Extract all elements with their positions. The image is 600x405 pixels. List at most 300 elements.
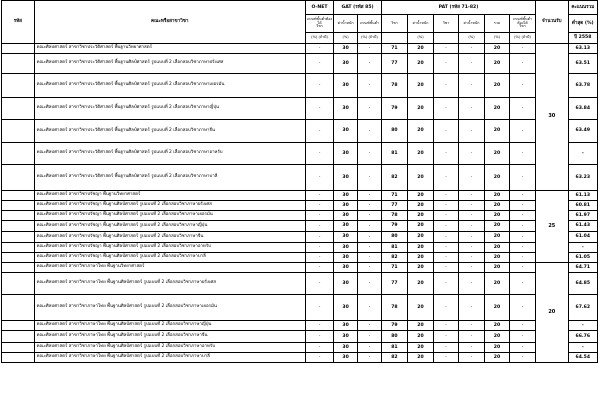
- pat-total-cell: 20: [485, 143, 510, 165]
- pat-code2-cell: -: [434, 54, 459, 74]
- pat-weight2-cell: -: [458, 343, 484, 353]
- onet-cell: -: [305, 253, 333, 263]
- program-cell: คณะศิลปศาสตร์ สาขาวิชาประวัติศาสตร์ พื้นฐานศิลป์ศาสตร์ รูปแบบที่ 2 เลือกสอบวิชาภาษาอาหรับ: [34, 143, 305, 165]
- pat-code-cell: 77: [381, 273, 407, 295]
- table-row: [2, 98, 598, 120]
- pat-code-cell: 80: [381, 331, 407, 343]
- gat-min-cell: -: [358, 201, 382, 211]
- pat-weight-cell: 20: [407, 143, 433, 165]
- table-row: [2, 353, 598, 363]
- pat-code2-cell: -: [434, 321, 459, 331]
- header-pat-min-unit: (%) (ถ้ามี): [509, 33, 535, 44]
- code-cell: [2, 295, 35, 321]
- program-cell: คณะศิลปศาสตร์ สาขาวิชาปรัชญา พื้นฐานศิลป์ศาสตร์ รูปแบบที่ 2 เลือกสอบวิชาภาษาเยอรมัน: [34, 211, 305, 221]
- pat-code2-cell: -: [434, 295, 459, 321]
- header-quota: จำนวนรับ: [536, 1, 569, 44]
- onet-cell: -: [305, 331, 333, 343]
- pat-code2-cell: -: [434, 221, 459, 232]
- header-min-score-year: ปี 2558: [568, 33, 597, 44]
- program-cell: คณะศิลปศาสตร์ สาขาวิชาประวัติศาสตร์ พื้นฐานวิทยาศาสตร์: [34, 44, 305, 54]
- pat-weight2-cell: -: [458, 263, 484, 273]
- pat-min-cell: -: [509, 343, 535, 353]
- header-code: รหัส: [2, 1, 35, 44]
- program-cell: คณะศิลปศาสตร์ สาขาวิชาประวัติศาสตร์ พื้นฐานศิลป์ศาสตร์ รูปแบบที่ 2 เลือกสอบวิชาภาษาฝรั่งเศส: [34, 54, 305, 74]
- gat-min-cell: -: [358, 44, 382, 54]
- pat-weight2-cell: -: [458, 201, 484, 211]
- gat-min-cell: -: [358, 321, 382, 331]
- pat-code2-cell: -: [434, 232, 459, 243]
- program-cell: คณะศิลปศาสตร์ สาขาวิชาภาษาไทย พื้นฐานศิลป์ศาสตร์ รูปแบบที่ 2 เลือกสอบวิชาภาษาฝรั่งเศส: [34, 273, 305, 295]
- header-pat-code2-unit: [434, 33, 459, 44]
- onet-cell: -: [305, 211, 333, 221]
- pat-weight-cell: 20: [407, 44, 433, 54]
- gat-weight-cell: 30: [334, 54, 358, 74]
- gat-min-cell: -: [358, 74, 382, 98]
- code-cell: [2, 44, 35, 54]
- pat-weight-cell: 20: [407, 165, 433, 191]
- min-score-cell: 61.43: [568, 221, 597, 232]
- gat-weight-cell: 30: [334, 201, 358, 211]
- header-onet-min: เกณฑ์ขั้นต่ำต้องได้ วิชา: [305, 15, 333, 33]
- pat-weight2-cell: -: [458, 191, 484, 201]
- code-cell: [2, 232, 35, 243]
- pat-weight2-cell: -: [458, 253, 484, 263]
- header-pat-weight2: ค่าน้ำหนัก: [458, 15, 484, 33]
- gat-weight-cell: 30: [334, 120, 358, 143]
- gat-min-cell: -: [358, 211, 382, 221]
- pat-code2-cell: -: [434, 253, 459, 263]
- pat-total-cell: 20: [485, 295, 510, 321]
- pat-min-cell: -: [509, 331, 535, 343]
- pat-code-cell: 77: [381, 54, 407, 74]
- code-cell: [2, 165, 35, 191]
- table-row: [2, 253, 598, 263]
- pat-code-cell: 78: [381, 74, 407, 98]
- onet-cell: -: [305, 191, 333, 201]
- pat-min-cell: -: [509, 74, 535, 98]
- gat-min-cell: -: [358, 221, 382, 232]
- min-score-cell: 63.84: [568, 98, 597, 120]
- pat-total-cell: 20: [485, 120, 510, 143]
- code-cell: [2, 201, 35, 211]
- pat-total-cell: 20: [485, 44, 510, 54]
- pat-weight-cell: 20: [407, 120, 433, 143]
- onet-cell: -: [305, 201, 333, 211]
- pat-min-cell: -: [509, 243, 535, 253]
- pat-weight-cell: 20: [407, 98, 433, 120]
- gat-min-cell: -: [358, 165, 382, 191]
- min-score-cell: 61.05: [568, 253, 597, 263]
- gat-weight-cell: 30: [334, 331, 358, 343]
- pat-weight2-cell: -: [458, 321, 484, 331]
- pat-code2-cell: -: [434, 343, 459, 353]
- pat-min-cell: -: [509, 44, 535, 54]
- program-cell: คณะศิลปศาสตร์ สาขาวิชาภาษาไทย พื้นฐานศิลป์ศาสตร์ รูปแบบที่ 2 เลือกสอบวิชาภาษาอาหรับ: [34, 343, 305, 353]
- pat-code2-cell: -: [434, 263, 459, 273]
- code-cell: [2, 74, 35, 98]
- pat-weight-cell: 20: [407, 321, 433, 331]
- pat-weight-cell: 20: [407, 353, 433, 363]
- gat-min-cell: -: [358, 243, 382, 253]
- header-gat-weight-unit: (%): [334, 33, 358, 44]
- program-cell: คณะศิลปศาสตร์ สาขาวิชาภาษาไทย พื้นฐานศิลป์ศาสตร์ รูปแบบที่ 2 เลือกสอบวิชาภาษาจีน: [34, 331, 305, 343]
- pat-weight2-cell: -: [458, 221, 484, 232]
- onet-cell: -: [305, 44, 333, 54]
- code-cell: [2, 321, 35, 331]
- pat-min-cell: -: [509, 273, 535, 295]
- pat-code2-cell: -: [434, 120, 459, 143]
- pat-weight2-cell: -: [458, 243, 484, 253]
- header-min-score-line2: ต่ำสุด (%): [568, 15, 597, 33]
- pat-total-cell: 20: [485, 263, 510, 273]
- pat-weight-cell: 20: [407, 232, 433, 243]
- pat-min-cell: -: [509, 263, 535, 273]
- table-row: [2, 201, 598, 211]
- code-cell: [2, 253, 35, 263]
- header-gat: GAT (รหัส 85): [334, 1, 382, 15]
- program-cell: คณะศิลปศาสตร์ สาขาวิชาประวัติศาสตร์ พื้นฐานศิลป์ศาสตร์ รูปแบบที่ 2 เลือกสอบวิชาภาษาญี่ปุ่น: [34, 98, 305, 120]
- code-cell: [2, 98, 35, 120]
- gat-weight-cell: 30: [334, 243, 358, 253]
- gat-weight-cell: 30: [334, 321, 358, 331]
- pat-code-cell: 71: [381, 191, 407, 201]
- pat-code-cell: 71: [381, 44, 407, 54]
- onet-cell: -: [305, 321, 333, 331]
- gat-min-cell: -: [358, 295, 382, 321]
- pat-min-cell: -: [509, 191, 535, 201]
- header-pat-weight: ค่าน้ำหนัก: [407, 15, 433, 33]
- min-score-cell: 61.97: [568, 211, 597, 221]
- header-pat-total: รวม: [485, 15, 510, 33]
- pat-code2-cell: -: [434, 243, 459, 253]
- pat-code2-cell: -: [434, 331, 459, 343]
- program-cell: คณะศิลปศาสตร์ สาขาวิชาปรัชญา พื้นฐานศิลป์ศาสตร์ รูปแบบที่ 2 เลือกสอบวิชาภาษาจีน: [34, 232, 305, 243]
- header-pat-code2: วิชา: [434, 15, 459, 33]
- pat-code2-cell: -: [434, 211, 459, 221]
- table-row: [2, 343, 598, 353]
- pat-weight2-cell: -: [458, 44, 484, 54]
- pat-weight-cell: 20: [407, 331, 433, 343]
- pat-code2-cell: -: [434, 191, 459, 201]
- header-pat-weight-unit: (%): [407, 33, 433, 44]
- gat-weight-cell: 30: [334, 273, 358, 295]
- onet-cell: -: [305, 263, 333, 273]
- gat-weight-cell: 30: [334, 253, 358, 263]
- gat-min-cell: -: [358, 191, 382, 201]
- onet-cell: -: [305, 165, 333, 191]
- gat-min-cell: -: [358, 54, 382, 74]
- pat-total-cell: 20: [485, 273, 510, 295]
- pat-code-cell: 80: [381, 232, 407, 243]
- code-cell: [2, 211, 35, 221]
- min-score-cell: -: [568, 321, 597, 331]
- table-row: [2, 295, 598, 321]
- table-row: [2, 211, 598, 221]
- gat-min-cell: -: [358, 353, 382, 363]
- table-row: [2, 221, 598, 232]
- gat-min-cell: -: [358, 343, 382, 353]
- min-score-cell: 64.54: [568, 353, 597, 363]
- table-row: [2, 331, 598, 343]
- gat-weight-cell: 30: [334, 44, 358, 54]
- gat-weight-cell: 30: [334, 343, 358, 353]
- pat-min-cell: -: [509, 353, 535, 363]
- program-cell: คณะศิลปศาสตร์ สาขาวิชาภาษาไทย พื้นฐานศิลป์ศาสตร์ รูปแบบที่ 2 เลือกสอบวิชาภาษาบาลี: [34, 353, 305, 363]
- pat-min-cell: -: [509, 253, 535, 263]
- code-cell: [2, 221, 35, 232]
- min-score-cell: 64.85: [568, 273, 597, 295]
- min-score-cell: -: [568, 343, 597, 353]
- pat-total-cell: 20: [485, 54, 510, 74]
- min-score-cell: 66.76: [568, 331, 597, 343]
- header-min-score-line1: คะแนนรวม: [568, 1, 597, 15]
- pat-weight-cell: 20: [407, 211, 433, 221]
- gat-min-cell: -: [358, 120, 382, 143]
- pat-weight2-cell: -: [458, 331, 484, 343]
- pat-total-cell: 20: [485, 201, 510, 211]
- code-cell: [2, 120, 35, 143]
- table-row: [2, 191, 598, 201]
- quota-cell: 20: [536, 263, 569, 363]
- pat-min-cell: -: [509, 98, 535, 120]
- pat-weight2-cell: -: [458, 74, 484, 98]
- pat-code2-cell: -: [434, 201, 459, 211]
- table-row: [2, 54, 598, 74]
- gat-weight-cell: 30: [334, 98, 358, 120]
- onet-cell: -: [305, 143, 333, 165]
- pat-weight-cell: 20: [407, 191, 433, 201]
- gat-weight-cell: 30: [334, 353, 358, 363]
- pat-total-cell: 20: [485, 343, 510, 353]
- pat-min-cell: -: [509, 143, 535, 165]
- onet-cell: -: [305, 343, 333, 353]
- pat-total-cell: 20: [485, 253, 510, 263]
- onet-cell: -: [305, 54, 333, 74]
- gat-min-cell: -: [358, 253, 382, 263]
- pat-code2-cell: -: [434, 98, 459, 120]
- pat-weight2-cell: -: [458, 211, 484, 221]
- pat-code-cell: 81: [381, 343, 407, 353]
- gat-min-cell: -: [358, 263, 382, 273]
- min-score-cell: 63.49: [568, 120, 597, 143]
- onet-cell: -: [305, 353, 333, 363]
- program-cell: คณะศิลปศาสตร์ สาขาวิชาปรัชญา พื้นฐานศิลป์ศาสตร์ รูปแบบที่ 2 เลือกสอบวิชาภาษาญี่ปุ่น: [34, 221, 305, 232]
- pat-code2-cell: -: [434, 44, 459, 54]
- code-cell: [2, 331, 35, 343]
- code-cell: [2, 191, 35, 201]
- pat-weight2-cell: -: [458, 143, 484, 165]
- pat-code2-cell: -: [434, 273, 459, 295]
- program-cell: คณะศิลปศาสตร์ สาขาวิชาปรัชญา พื้นฐานศิลป์ศาสตร์ รูปแบบที่ 2 เลือกสอบวิชาภาษาฝรั่งเศส: [34, 201, 305, 211]
- pat-min-cell: -: [509, 295, 535, 321]
- pat-weight2-cell: -: [458, 273, 484, 295]
- gat-weight-cell: 30: [334, 232, 358, 243]
- table-body: [2, 44, 598, 363]
- pat-code-cell: 81: [381, 243, 407, 253]
- header-pat-code-unit: [381, 33, 407, 44]
- gat-weight-cell: 30: [334, 143, 358, 165]
- table-row: [2, 143, 598, 165]
- pat-min-cell: -: [509, 120, 535, 143]
- gat-weight-cell: 30: [334, 221, 358, 232]
- pat-code-cell: 71: [381, 263, 407, 273]
- program-cell: คณะศิลปศาสตร์ สาขาวิชาประวัติศาสตร์ พื้นฐานศิลป์ศาสตร์ รูปแบบที่ 2 เลือกสอบวิชาภาษาบาลี: [34, 165, 305, 191]
- pat-weight-cell: 20: [407, 243, 433, 253]
- program-cell: คณะศิลปศาสตร์ สาขาวิชาปรัชญา พื้นฐานศิลป์ศาสตร์ รูปแบบที่ 2 เลือกสอบวิชาภาษาบาลี: [34, 253, 305, 263]
- header-program: คณะหรือสาขาวิชา: [34, 1, 305, 44]
- min-score-cell: 63.23: [568, 165, 597, 191]
- pat-code-cell: 80: [381, 120, 407, 143]
- gat-min-cell: -: [358, 331, 382, 343]
- pat-total-cell: 20: [485, 211, 510, 221]
- onet-cell: -: [305, 74, 333, 98]
- program-cell: คณะศิลปศาสตร์ สาขาวิชาปรัชญา พื้นฐานศิลป์ศาสตร์ รูปแบบที่ 2 เลือกสอบวิชาภาษาอาหรับ: [34, 243, 305, 253]
- program-cell: คณะศิลปศาสตร์ สาขาวิชาประวัติศาสตร์ พื้นฐานศิลป์ศาสตร์ รูปแบบที่ 2 เลือกสอบวิชาภาษาเยอรมัน: [34, 74, 305, 98]
- pat-total-cell: 20: [485, 221, 510, 232]
- min-score-cell: -: [568, 243, 597, 253]
- gat-weight-cell: 30: [334, 263, 358, 273]
- program-cell: คณะศิลปศาสตร์ สาขาวิชาภาษาไทย พื้นฐานวิทยาศาสตร์: [34, 263, 305, 273]
- onet-cell: -: [305, 98, 333, 120]
- min-score-cell: 61.13: [568, 191, 597, 201]
- header-gat-weight: ค่าน้ำหนัก: [334, 15, 358, 33]
- pat-code-cell: 77: [381, 201, 407, 211]
- pat-code-cell: 79: [381, 321, 407, 331]
- onet-cell: -: [305, 295, 333, 321]
- pat-code-cell: 79: [381, 221, 407, 232]
- quota-cell: 25: [536, 191, 569, 263]
- header-onet-unit: (%) (ถ้ามี): [305, 33, 333, 44]
- header-pat-total-unit: (%): [485, 33, 510, 44]
- gat-min-cell: -: [358, 143, 382, 165]
- gat-min-cell: -: [358, 273, 382, 295]
- onet-cell: -: [305, 273, 333, 295]
- table-row: [2, 232, 598, 243]
- pat-total-cell: 20: [485, 353, 510, 363]
- pat-weight2-cell: -: [458, 54, 484, 74]
- table-row: [2, 321, 598, 331]
- code-cell: [2, 143, 35, 165]
- pat-total-cell: 20: [485, 165, 510, 191]
- min-score-cell: 64.71: [568, 263, 597, 273]
- pat-min-cell: -: [509, 321, 535, 331]
- pat-weight2-cell: -: [458, 295, 484, 321]
- pat-weight2-cell: -: [458, 98, 484, 120]
- quota-cell: 30: [536, 44, 569, 191]
- min-score-cell: 60.81: [568, 201, 597, 211]
- pat-total-cell: 20: [485, 98, 510, 120]
- program-cell: คณะศิลปศาสตร์ สาขาวิชาปรัชญา พื้นฐานวิทยาศาสตร์: [34, 191, 305, 201]
- pat-weight-cell: 20: [407, 263, 433, 273]
- pat-total-cell: 20: [485, 331, 510, 343]
- table-row: [2, 165, 598, 191]
- min-score-cell: 61.04: [568, 232, 597, 243]
- header-gat-min-unit: (%) (ถ้ามี): [358, 33, 382, 44]
- gat-weight-cell: 30: [334, 211, 358, 221]
- pat-total-cell: 20: [485, 243, 510, 253]
- header-pat: PAT (รหัส 71-82): [381, 1, 535, 15]
- min-score-cell: 67.62: [568, 295, 597, 321]
- gat-weight-cell: 30: [334, 191, 358, 201]
- gat-weight-cell: 30: [334, 165, 358, 191]
- code-cell: [2, 353, 35, 363]
- pat-weight-cell: 20: [407, 253, 433, 263]
- pat-total-cell: 20: [485, 74, 510, 98]
- code-cell: [2, 54, 35, 74]
- table-row: [2, 74, 598, 98]
- pat-code-cell: 82: [381, 253, 407, 263]
- table-row: [2, 263, 598, 273]
- pat-code2-cell: -: [434, 165, 459, 191]
- min-score-cell: 63.13: [568, 44, 597, 54]
- pat-code2-cell: -: [434, 74, 459, 98]
- pat-weight2-cell: -: [458, 165, 484, 191]
- code-cell: [2, 243, 35, 253]
- pat-min-cell: -: [509, 54, 535, 74]
- pat-min-cell: -: [509, 201, 535, 211]
- pat-code-cell: 81: [381, 143, 407, 165]
- code-cell: [2, 343, 35, 353]
- pat-weight-cell: 20: [407, 343, 433, 353]
- pat-weight2-cell: -: [458, 232, 484, 243]
- pat-code-cell: 78: [381, 211, 407, 221]
- onet-cell: -: [305, 243, 333, 253]
- min-score-cell: 63.51: [568, 54, 597, 74]
- gat-min-cell: -: [358, 232, 382, 243]
- pat-weight-cell: 20: [407, 295, 433, 321]
- pat-weight-cell: 20: [407, 273, 433, 295]
- pat-total-cell: 20: [485, 232, 510, 243]
- table-row: [2, 44, 598, 54]
- table-row: [2, 273, 598, 295]
- pat-code-cell: 82: [381, 353, 407, 363]
- admission-criteria-table: [1, 0, 598, 363]
- onet-cell: -: [305, 120, 333, 143]
- pat-min-cell: -: [509, 232, 535, 243]
- code-cell: [2, 263, 35, 273]
- pat-weight2-cell: -: [458, 120, 484, 143]
- header-gat-min: เกณฑ์ขั้นต่ำ: [358, 15, 382, 33]
- table-row: [2, 243, 598, 253]
- program-cell: คณะศิลปศาสตร์ สาขาวิชาประวัติศาสตร์ พื้นฐานศิลป์ศาสตร์ รูปแบบที่ 2 เลือกสอบวิชาภาษาจีน: [34, 120, 305, 143]
- pat-weight-cell: 20: [407, 201, 433, 211]
- pat-code2-cell: -: [434, 353, 459, 363]
- program-cell: คณะศิลปศาสตร์ สาขาวิชาภาษาไทย พื้นฐานศิลป์ศาสตร์ รูปแบบที่ 2 เลือกสอบวิชาภาษาญี่ปุ่น: [34, 321, 305, 331]
- pat-code2-cell: -: [434, 143, 459, 165]
- min-score-cell: -: [568, 143, 597, 165]
- header-onet: O-NET: [305, 1, 333, 15]
- gat-min-cell: -: [358, 98, 382, 120]
- pat-weight-cell: 20: [407, 74, 433, 98]
- pat-weight-cell: 20: [407, 221, 433, 232]
- pat-code-cell: 82: [381, 165, 407, 191]
- pat-code-cell: 79: [381, 98, 407, 120]
- header-pat-code: วิชา: [381, 15, 407, 33]
- program-cell: คณะศิลปศาสตร์ สาขาวิชาภาษาไทย พื้นฐานศิลป์ศาสตร์ รูปแบบที่ 2 เลือกสอบวิชาภาษาเยอรมัน: [34, 295, 305, 321]
- onet-cell: -: [305, 221, 333, 232]
- pat-min-cell: -: [509, 211, 535, 221]
- min-score-cell: 63.78: [568, 74, 597, 98]
- pat-code-cell: 78: [381, 295, 407, 321]
- pat-weight2-cell: -: [458, 353, 484, 363]
- table-row: [2, 120, 598, 143]
- pat-min-cell: -: [509, 221, 535, 232]
- pat-weight-cell: 20: [407, 54, 433, 74]
- gat-weight-cell: 30: [334, 295, 358, 321]
- pat-total-cell: 20: [485, 321, 510, 331]
- pat-min-cell: -: [509, 165, 535, 191]
- onet-cell: -: [305, 232, 333, 243]
